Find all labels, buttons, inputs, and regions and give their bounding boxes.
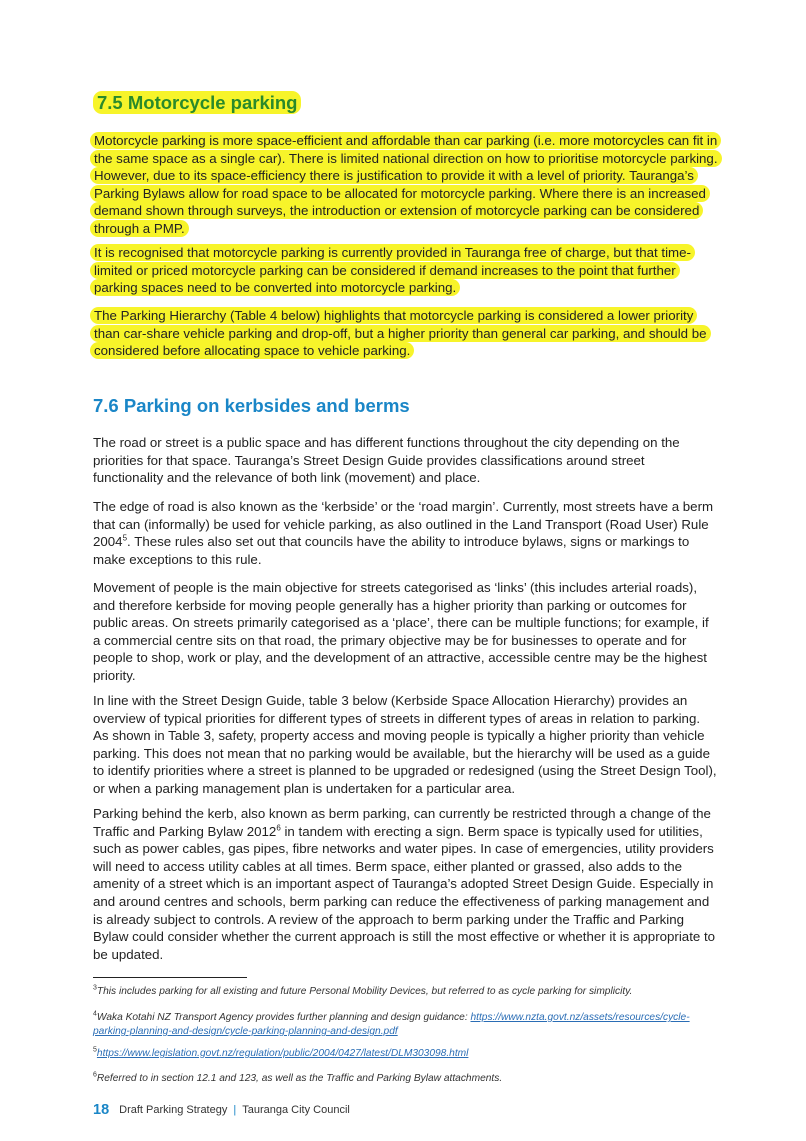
footnote-divider bbox=[93, 977, 247, 978]
highlighted-heading: 7.5 Motorcycle parking bbox=[93, 91, 301, 114]
paragraph-berm-parking: Parking behind the kerb, also known as berm parking, can currently be restricted through a change of the Traffic and Parking Bylaw 2012$^6$ in tandem with erecting a sign. Berm space is typically used for utilities, such as power cables, gas pipes, fibre networks and water pipes. In case of emergencies, utility providers will need to access utility cables at all times. Berm space, either planted or grassed, also adds to the amenity of a street which is an important aspect of Tauranga’s adopted Street Design Guide. Especially in and around centres and schools, berm parking can reduce the effectiveness of parking management and is already subject to controls. A review of the approach to berm parking under the Traffic and Parking Bylaw could consider whether the current approach is still the most effective or whether it is appropriate to be updated. bbox=[93, 806, 716, 962]
footnote-ref-6[interactable]: 6 bbox=[276, 823, 281, 833]
footnote-4-link[interactable]: https://www.nzta.govt.nz/assets/resources/cycle-parking-planning-and-design/cycle-parking-planning-and-design.pdf bbox=[93, 1012, 690, 1037]
paragraph-street-public-space: The road or street is a public space and has different functions throughout the city depending on the priorities for that space. Tauranga’s Street Design Guide provides classifications around street functionality and the relevance of both link (movement) and place. bbox=[93, 435, 680, 486]
paragraph-motorcycle-pricing: It is recognised that motorcycle parking is currently provided in Tauranga free of charge, but that time-limited or priced motorcycle parking can be considered if demand increases to the point that further parking spaces need to be converted into motorcycle parking. bbox=[90, 244, 720, 297]
paragraph-parking-hierarchy: The Parking Hierarchy (Table 4 below) highlights that motorcycle parking is considered a lower priority than car-share vehicle parking and drop-off, but a higher priority than general car parking, and should be considered before allocating space to vehicle parking. bbox=[90, 307, 720, 360]
footnote-5: $^5$https://www.legislation.govt.nz/regulation/public/2004/0427/latest/DLM303098.html bbox=[93, 1046, 469, 1059]
paragraph-movement-of-people: Movement of people is the main objective for streets categorised as ‘links’ (this includes arterial roads), and therefore kerbside for moving people generally has a higher priority than parking or outcomes for public areas. On streets primarily categorised as a ‘place’, there can be multiple functions; for example, if a commercial centre sits on that road, the primary objective may be for businesses to operate and for people to shop, work or play, and the development of an attractive, accessible centre may be the highest priority. bbox=[93, 580, 709, 683]
paragraph-motorcycle-efficiency: Motorcycle parking is more space-efficient and affordable than car parking (i.e. more motorcycles can fit in the same space as a single car). There is limited national direction on how to prioritise motorcycle parking. However, due to its space-efficiency there is justification to provide it with a level of priority. Tauranga’s Parking Bylaws allow for road space to be allocated for motorcycle parking. Where there is an increased demand shown through surveys, the introduction or extension of motorcycle parking can be considered through a PMP. bbox=[90, 132, 720, 238]
footnote-ref-5[interactable]: 5 bbox=[122, 533, 128, 543]
footer-separator: | bbox=[233, 1104, 237, 1116]
page-number: 18 bbox=[93, 1102, 110, 1118]
page-footer bbox=[93, 1102, 350, 1118]
footnote-5-link[interactable]: https://www.legislation.govt.nz/regulation/public/2004/0427/latest/DLM303098.html bbox=[96, 1048, 469, 1059]
section-heading-motorcycle-parking bbox=[93, 92, 301, 114]
section-heading-kerbsides-berms: 7.6 Parking on kerbsides and berms bbox=[93, 395, 410, 416]
footnote-6: $^6$Referred to in section 12.1 and 123, as well as the Traffic and Parking Bylaw attachments. bbox=[93, 1071, 503, 1084]
paragraph-street-design-guide: In line with the Street Design Guide, table 3 below (Kerbside Space Allocation Hierarchy) provides an overview of typical priorities for different types of streets in different types of areas in relation to parking. As shown in Table 3, safety, property access and moving people is typically a higher priority than vehicle parking. This does not mean that no parking would be available, but the hierarchy will be used as a guide to identify priorities where a street is planned to be upgraded or redesigned (using the Street Design Tool), or when a parking management plan is undertaken for a particular area. bbox=[93, 693, 717, 796]
footer-organisation: Tauranga City Council bbox=[242, 1104, 350, 1116]
footnote-3: $^3$This includes parking for all existing and future Personal Mobility Devices, but referred to as cycle parking for simplicity. bbox=[93, 984, 633, 997]
footnote-4: $^4$Waka Kotahi NZ Transport Agency provides further planning and design guidance: https://www.nzta.govt.nz/assets/resources/cycle-parking-planning-and-design/cycle-parking-planning-and-design.pdf bbox=[93, 1010, 690, 1037]
paragraph-kerbside-definition: The edge of road is also known as the ‘kerbside’ or the ‘road margin’. Currently, most streets have a berm that can (informally) be used for vehicle parking, as also outlined in the Land Transport (Road User) Rule 2004$^5$. These rules also set out that councils have the ability to introduce bylaws, signs or markings to make exceptions to this rule. bbox=[93, 499, 714, 567]
footer-document-title: Draft Parking Strategy bbox=[119, 1104, 228, 1116]
